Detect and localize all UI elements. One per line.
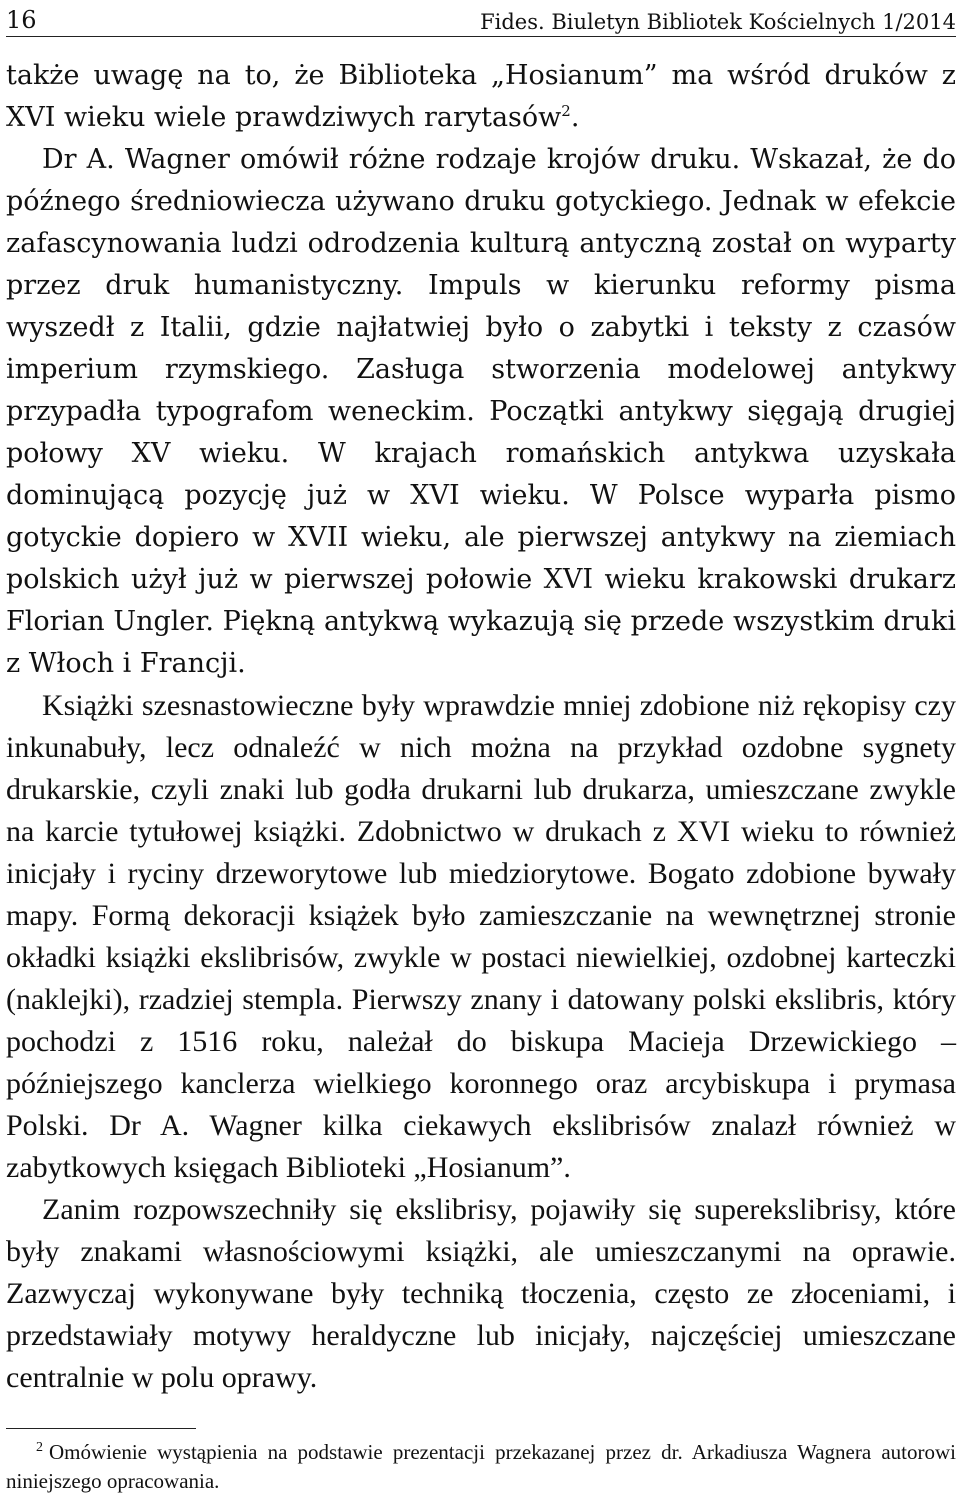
footnote (6, 1438, 956, 1496)
footnote-reference[interactable]: 2 (561, 102, 571, 120)
paragraph-1-text: także uwagę na to, że Biblioteka „Hosianum” ma wśród druków z XVI wieku wiele prawdziwych rarytasów (6, 60, 956, 133)
body-text (6, 55, 956, 1399)
paragraph-1 (6, 55, 956, 139)
journal-title: Fides. Biuletyn Bibliotek Kościelnych 1/2014 (480, 10, 956, 34)
footnote-text: Omówienie wystąpienia na podstawie prezentacji przekazanej przez dr. Arkadiusza Wagnera autorowi niniejszego opracowania. (6, 1440, 956, 1493)
header-divider (6, 36, 956, 37)
footnote-mark: 2 (36, 1440, 43, 1455)
paragraph-3: Książki szesnastowieczne były wprawdzie mniej zdobione niż rękopisy czy inkunabuły, lecz odnaleźć w nich można na przykład ozdobne sygnety drukarskie, czyli znaki lub godła drukarni lub drukarza, umieszczane zwykle na karcie tytułowej książki. Zdobnictwo w drukach z XVI wieku to również inicjały i ryciny drzeworytowe lub miedziorytowe. Bogato zdobione bywały mapy. Formą dekoracji książek było zamieszczanie na wewnętrznej stronie okładki książki ekslibrisów, zwykle w postaci niewielkiej, ozdobnej karteczki (naklejki), rzadziej stempla. Pierwszy znany i datowany polski ekslibris, który pochodzi z 1516 roku, należał do biskupa Macieja Drzewickiego – późniejszego kanclerza wielkiego koronnego oraz arcybiskupa i prymasa Polski. Dr A. Wagner kilka ciekawych ekslibrisów znalazł również w zabytkowych księgach Biblioteki „Hosianum”. (6, 689, 956, 1184)
paragraph-2: Dr A. Wagner omówił różne rodzaje krojów druku. Wskazał, że do późnego średniowiecza używano druku gotyckiego. Jednak w efekcie zafascynowania ludzi odrodzenia kulturą antyczną został on wyparty przez druk humanistyczny. Impuls w kierunku reformy pisma wyszedł z Italii, gdzie najłatwiej było o zabytki i teksty z czasów imperium rzymskiego. Zasługa stworzenia modelowej antykwy przypadła typografom weneckim. Początki antykwy sięgają drugiej połowy XV wieku. W krajach romańskich antykwa uzyskała dominującą pozycję już w XVI wieku. W Polsce wyparła pismo gotyckie dopiero w XVII wieku, ale pierwszej antykwy na ziemiach polskich użył już w pierwszej połowie XVI wieku krakowski drukarz Florian Ungler. Piękną antykwą wykazują się przede wszystkim druki z Włoch i Francji. (6, 144, 956, 679)
footnote-divider (6, 1428, 196, 1429)
paragraph-4: Zanim rozpowszechniły się ekslibrisy, pojawiły się superekslibrisy, które były znakami własnościowymi książki, ale umieszczanymi na oprawie. Zazwyczaj wykonywane były techniką tłoczenia, często ze złoceniami, i przedstawiały motywy heraldyczne lub inicjały, najczęściej umieszczane centralnie w polu oprawy. (6, 1193, 956, 1394)
running-head (6, 4, 956, 38)
paragraph-1-end: . (570, 102, 580, 133)
page-number: 16 (6, 6, 37, 34)
